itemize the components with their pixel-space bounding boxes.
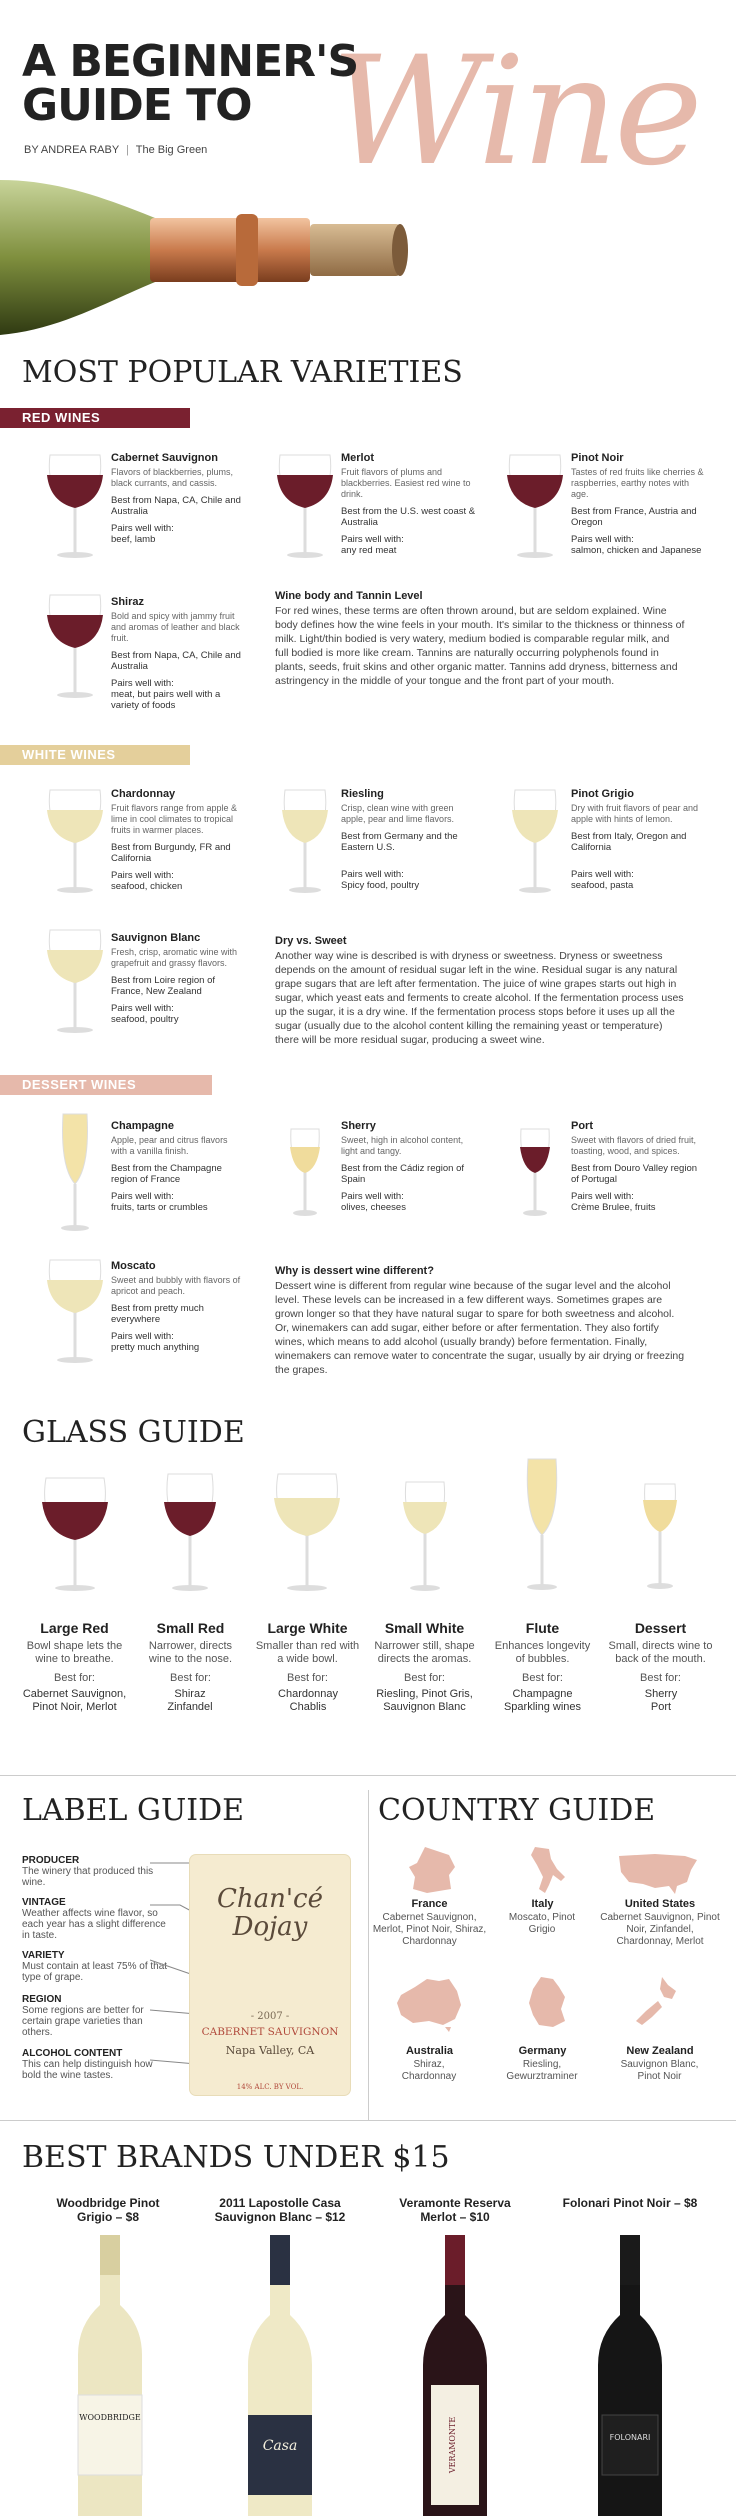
glass-best-label: Best for:: [404, 1672, 445, 1684]
glass-wines: Sherry Port: [644, 1688, 678, 1713]
variety-desc: Apple, pear and citrus flavors with a vanilla finish.: [111, 1135, 228, 1156]
italy-map-icon: [525, 1845, 570, 1897]
pairs-label: Pairs well with:: [571, 1191, 634, 1202]
country-italy: [490, 1898, 595, 1936]
variety-desc: Flavors of blackberries, plums, black currants, and cassis.: [111, 467, 234, 488]
pairs-value: beef, lamb: [111, 534, 156, 545]
variety-name: Champagne: [111, 1120, 174, 1132]
glass-name: Flute: [525, 1620, 560, 1636]
variety-champagne: [111, 1120, 246, 1213]
term-body: The winery that produced this wine.: [22, 1866, 154, 1888]
variety-name: Moscato: [111, 1260, 156, 1272]
pairs-value: seafood, chicken: [111, 881, 183, 892]
variety-best: Best from Burgundy, FR and California: [111, 842, 231, 864]
label-vintage-value: 2007: [257, 2011, 283, 2022]
pairs-value: Spicy food, poultry: [341, 880, 420, 891]
country-name: Italy: [531, 1898, 554, 1910]
glass-dessert: [608, 1620, 713, 1714]
red-wines-banner: RED WINES: [0, 408, 190, 428]
country-guide-title: COUNTRY GUIDE: [378, 1793, 656, 1828]
variety-merlot: [341, 452, 476, 556]
glass-desc: Narrower, directs wine to the nose.: [148, 1640, 233, 1665]
large-red-glass-icon: [40, 1470, 110, 1600]
glass-name: Large Red: [40, 1620, 109, 1636]
variety-chardonnay: [111, 788, 246, 892]
section-divider: [0, 1775, 736, 1776]
brand-lapostolle: [200, 2196, 360, 2224]
glass-best-label: Best for:: [640, 1672, 681, 1684]
term-head: REGION: [22, 1994, 62, 2005]
note-body: Another way wine is described is with dryness or sweetness. Dryness or sweetness depends on the amount of residual sugar left in the wine. Residual sugar is any natural grape sugars that are left after fermentation. The juice of wine grapes starts out high in sugar, which yeast eats and ferments to create alcohol. If the fermentation process uses up the sugar, it is a dry wine. If the fermentation process stops before it uses up all the sugar (usually due to the alcohol content killing the remaining yeast or temperature) there will be more residual sugar, producing a sweet wine.: [275, 950, 684, 1046]
pairs-value: any red meat: [341, 545, 397, 556]
veramonte-bottle-icon: [415, 2235, 495, 2516]
variety-best: Best from Loire region of France, New Zealand: [111, 975, 216, 997]
variety-desc: Crisp, clean wine with green apple, pear and lime flavors.: [341, 803, 455, 824]
popular-section-title: MOST POPULAR VARIETIES: [22, 355, 463, 390]
variety-name: Pinot Noir: [571, 452, 624, 464]
pairs-label: Pairs well with:: [111, 870, 174, 881]
variety-name: Sauvignon Blanc: [111, 932, 201, 944]
bottle-label-text: WOODBRIDGE: [79, 2413, 141, 2422]
france-map-icon: [405, 1845, 460, 1895]
variety-port: [571, 1120, 706, 1213]
red-wine-glass-icon: [275, 450, 335, 565]
variety-best: Best from Napa, CA, Chile and Australia: [111, 495, 241, 517]
term-head: VINTAGE: [22, 1897, 66, 1908]
brand-name: Woodbridge Pinot Grigio – $8: [56, 2196, 160, 2224]
variety-desc: Sweet and bubbly with flavors of apricot and peach.: [111, 1275, 241, 1296]
glass-desc: Enhances longevity of bubbles.: [494, 1640, 591, 1665]
glass-wines: Shiraz Zinfandel: [167, 1688, 213, 1713]
small-white-glass-icon: [400, 1478, 450, 1600]
term-head: VARIETY: [22, 1950, 65, 1961]
pairs-value: olives, cheeses: [341, 1202, 406, 1213]
variety-best: Best from the Champagne region of France: [111, 1163, 222, 1185]
note-title: Wine body and Tannin Level: [275, 590, 423, 602]
dessert-note: [275, 1265, 685, 1377]
label-variety-text: CABERNET SAUVIGNON: [201, 2026, 339, 2038]
country-france: [372, 1898, 487, 1948]
section-divider: [0, 2120, 736, 2121]
glass-small-white: [372, 1620, 477, 1714]
red-wine-glass-icon: [45, 450, 105, 565]
note-title: Why is dessert wine different?: [275, 1265, 434, 1277]
variety-sherry: [341, 1120, 476, 1213]
label-region-text: Napa Valley, CA: [225, 2044, 315, 2057]
variety-desc: Sweet with flavors of dried fruit, toasting, wood, and spices.: [571, 1135, 697, 1156]
country-australia: [372, 2045, 487, 2083]
variety-pinot-grigio: [571, 788, 706, 891]
title-line-2: GUIDE TO: [22, 80, 252, 131]
glass-wines: Cabernet Sauvignon, Pinot Noir, Merlot: [22, 1688, 127, 1713]
variety-desc: Fruit flavors range from apple & lime in cool climates to tropical fruits in warmer places.: [111, 803, 238, 835]
country-new-zealand: [600, 2045, 720, 2083]
glass-desc: Narrower still, shape directs the aromas.: [374, 1640, 475, 1665]
brand-name: Folonari Pinot Noir – $8: [562, 2196, 698, 2210]
red-wine-glass-icon: [45, 590, 105, 705]
country-name: France: [411, 1898, 448, 1910]
australia-map-icon: [395, 1975, 465, 2033]
variety-desc: Sweet, high in alcohol content, light and tangy.: [341, 1135, 464, 1156]
bottle-label-text: VERAMONTE: [448, 2416, 457, 2474]
glass-large-red: [22, 1620, 127, 1714]
variety-sauvignon-blanc: [111, 932, 246, 1025]
brands-title: BEST BRANDS UNDER $15: [22, 2140, 450, 2175]
germany-map-icon: [525, 1975, 570, 2030]
variety-best: Best from the Cádiz region of Spain: [341, 1163, 465, 1185]
red-wine-glass-icon: [505, 450, 565, 565]
pairs-value: Crème Brulee, fruits: [571, 1202, 656, 1213]
variety-name: Port: [571, 1120, 593, 1132]
pairs-value: salmon, chicken and Japanese: [571, 545, 702, 556]
author: BY ANDREA RABY: [24, 144, 119, 156]
pairs-label: Pairs well with:: [111, 523, 174, 534]
term-body: Weather affects wine flavor, so each year has a slight difference in taste.: [22, 1908, 166, 1941]
glass-name: Small White: [384, 1620, 465, 1636]
moscato-glass-icon: [45, 1255, 105, 1370]
variety-desc: Dry with fruit flavors of pear and apple with hints of lemon.: [571, 803, 699, 824]
pairs-value: pretty much anything: [111, 1342, 200, 1353]
usa-map-icon: [615, 1850, 700, 1896]
pairs-label: Pairs well with:: [341, 869, 404, 880]
country-name: Australia: [405, 2045, 454, 2057]
variety-shiraz: [111, 596, 246, 711]
glass-best-label: Best for:: [287, 1672, 328, 1684]
brand-name: 2011 Lapostolle Casa Sauvignon Blanc – $12: [214, 2196, 346, 2224]
port-glass-icon: [515, 1125, 555, 1225]
pairs-label: Pairs well with:: [111, 1003, 174, 1014]
wine-script-title: Wine: [330, 25, 699, 199]
pairs-value: fruits, tarts or crumbles: [111, 1202, 208, 1213]
champagne-flute-icon: [55, 1112, 95, 1237]
pairs-label: Pairs well with:: [111, 1331, 174, 1342]
brand-veramonte: [385, 2196, 525, 2224]
dry-sweet-note: [275, 935, 685, 1047]
variety-moscato: [111, 1260, 246, 1353]
new-zealand-map-icon: [630, 1975, 685, 2030]
flute-glass-icon: [520, 1455, 564, 1600]
large-white-glass-icon: [272, 1470, 342, 1600]
country-usa: [600, 1898, 720, 1948]
variety-pinot-noir: [571, 452, 706, 556]
sample-wine-label: [190, 1855, 350, 2095]
country-name: United States: [624, 1898, 696, 1910]
lapostolle-bottle-icon: [240, 2235, 320, 2516]
variety-name: Merlot: [341, 452, 374, 464]
term-body: Must contain at least 75% of that type of grape.: [22, 1961, 168, 1983]
publication: The Big Green: [135, 144, 208, 156]
variety-best: Best from Germany and the Eastern U.S.: [341, 831, 458, 853]
pairs-label: Pairs well with:: [341, 1191, 404, 1202]
label-guide-title: LABEL GUIDE: [22, 1793, 245, 1828]
variety-cabernet: [111, 452, 246, 545]
country-name: Germany: [518, 2045, 567, 2057]
glass-desc: Smaller than red with a wide bowl.: [255, 1640, 360, 1665]
woodbridge-bottle-icon: [70, 2235, 150, 2516]
country-grapes: Sauvignon Blanc, Pinot Noir: [620, 2059, 699, 2082]
bottle-label-text: FOLONARI: [609, 2433, 651, 2442]
title-line-1: A BEGINNER'S: [22, 36, 359, 87]
pairs-value: seafood, poultry: [111, 1014, 179, 1025]
glass-small-red: [138, 1620, 243, 1714]
brand-woodbridge: [38, 2196, 178, 2224]
variety-desc: Fruit flavors of plums and blackberries. Easiest red wine to drink.: [341, 467, 471, 499]
pairs-label: Pairs well with:: [341, 534, 404, 545]
variety-name: Cabernet Sauvignon: [111, 452, 218, 464]
term-body: Some regions are better for certain grape varieties than others.: [22, 2005, 144, 2038]
tannin-note: [275, 590, 685, 688]
folonari-bottle-icon: [590, 2235, 670, 2516]
variety-name: Shiraz: [111, 596, 145, 608]
glass-wines: Riesling, Pinot Gris, Sauvignon Blanc: [376, 1688, 473, 1713]
glass-best-label: Best for:: [170, 1672, 211, 1684]
white-wine-glass-icon: [45, 925, 105, 1040]
glass-guide-title: GLASS GUIDE: [22, 1415, 245, 1450]
variety-name: Riesling: [341, 788, 384, 800]
bottle-neck-illustration: [0, 160, 460, 340]
pairs-label: Pairs well with:: [111, 678, 174, 689]
country-grapes: Cabernet Sauvignon, Pinot Noir, Zinfandel, Chardonnay, Merlot: [600, 1912, 720, 1947]
vertical-divider: [368, 1790, 369, 2120]
white-wines-banner: WHITE WINES: [0, 745, 190, 765]
variety-desc: Fresh, crisp, aromatic wine with grapefruit and grassy flavors.: [111, 947, 238, 968]
variety-desc: Bold and spicy with jammy fruit and aromas of leather and black fruit.: [111, 611, 240, 643]
variety-best: Best from Douro Valley region of Portugal: [571, 1163, 698, 1185]
pairs-value: meat, but pairs well with a variety of foods: [111, 689, 221, 711]
glass-best-label: Best for:: [54, 1672, 95, 1684]
white-wine-glass-icon: [45, 785, 105, 900]
glass-desc: Small, directs wine to back of the mouth.: [608, 1640, 713, 1665]
white-wine-glass-icon: [510, 785, 560, 900]
glass-name: Small Red: [156, 1620, 225, 1636]
variety-riesling: [341, 788, 476, 891]
glass-wines: Champagne Sparkling wines: [503, 1688, 582, 1713]
country-germany: [490, 2045, 595, 2083]
variety-best: Best from the U.S. west coast & Australia: [341, 506, 476, 528]
small-red-glass-icon: [160, 1470, 220, 1600]
variety-name: Sherry: [341, 1120, 376, 1132]
glass-flute: [490, 1620, 595, 1714]
glass-best-label: Best for:: [522, 1672, 563, 1684]
country-grapes: Riesling, Gewurztraminer: [506, 2059, 578, 2082]
note-body: For red wines, these terms are often thrown around, but are seldom explained. Wine body defines how the wine feels in your mouth. It's similar to the thickness or thinness of milk. Light/thin bodied is very watery, medium bodied is comparable regular milk, and full bodied is more like cream. Tannins are naturally occurring polyphenols found in plants, seeds, fruit skins and other organic matter. Tannins add dryness, bitterness and astringency in the middle of your tongue and the front part of your mouth.: [275, 605, 685, 687]
glass-name: Dessert: [634, 1620, 687, 1636]
glass-desc: Bowl shape lets the wine to breathe.: [26, 1640, 123, 1665]
pairs-label: Pairs well with:: [111, 1191, 174, 1202]
note-body: Dessert wine is different from regular wine because of the sugar level and the alcohol level. These levels can be increased in a few different ways. Sometimes grapes are grown longer so that they have natural sugar to spare for both sweetness and alcohol. Or, winemakers can add sugar, either before or after fermentation. They also fortify wines, which means to add alcohol (usually brandy) before fermentation. Finally, winemakers can remove water to concentrate the sugar, usually by air drying or freezing the grapes.: [275, 1280, 685, 1376]
brand-folonari: [555, 2196, 705, 2210]
variety-best: Best from Italy, Oregon and California: [571, 831, 687, 853]
variety-name: Chardonnay: [111, 788, 176, 800]
dessert-wines-banner: DESSERT WINES: [0, 1075, 212, 1095]
label-alcohol-text: 14% ALC. BY VOL.: [236, 2083, 304, 2091]
country-grapes: Shiraz, Chardonnay: [401, 2059, 457, 2082]
term-head: ALCOHOL CONTENT: [22, 2048, 123, 2059]
pairs-label: Pairs well with:: [571, 534, 634, 545]
term-body: This can help distinguish how bold the wine tastes.: [22, 2059, 153, 2081]
glass-name: Large White: [267, 1620, 348, 1636]
country-grapes: Moscato, Pinot Grigio: [508, 1912, 576, 1935]
white-wine-glass-icon: [280, 785, 330, 900]
byline: BY ANDREA RABY | The Big Green: [24, 144, 208, 156]
pairs-label: Pairs well with:: [571, 869, 634, 880]
dessert-glass-icon: [640, 1480, 680, 1600]
variety-name: Pinot Grigio: [571, 788, 634, 800]
bottle-label-text: Casa: [262, 2438, 298, 2454]
variety-best: Best from France, Austria and Oregon: [571, 506, 697, 528]
label-vintage-text: - 2007 -: [250, 2011, 290, 2022]
variety-best: Best from pretty much everywhere: [111, 1303, 204, 1325]
note-title: Dry vs. Sweet: [275, 935, 347, 947]
glass-large-white: [255, 1620, 360, 1714]
variety-best: Best from Napa, CA, Chile and Australia: [111, 650, 241, 672]
glass-wines: Chardonnay Chablis: [278, 1688, 338, 1713]
term-head: PRODUCER: [22, 1855, 80, 1866]
brand-name: Veramonte Reserva Merlot – $10: [399, 2196, 511, 2224]
pairs-value: seafood, pasta: [571, 880, 634, 891]
country-grapes: Cabernet Sauvignon, Merlot, Pinot Noir, Shiraz, Chardonnay: [372, 1912, 487, 1947]
label-producer-text: Chan'cé Dojay: [217, 1884, 323, 1942]
page-title: [22, 36, 359, 131]
variety-desc: Tastes of red fruits like cherries & raspberries, earthy notes with age.: [571, 467, 704, 499]
country-name: New Zealand: [626, 2045, 694, 2057]
sherry-glass-icon: [285, 1125, 325, 1225]
